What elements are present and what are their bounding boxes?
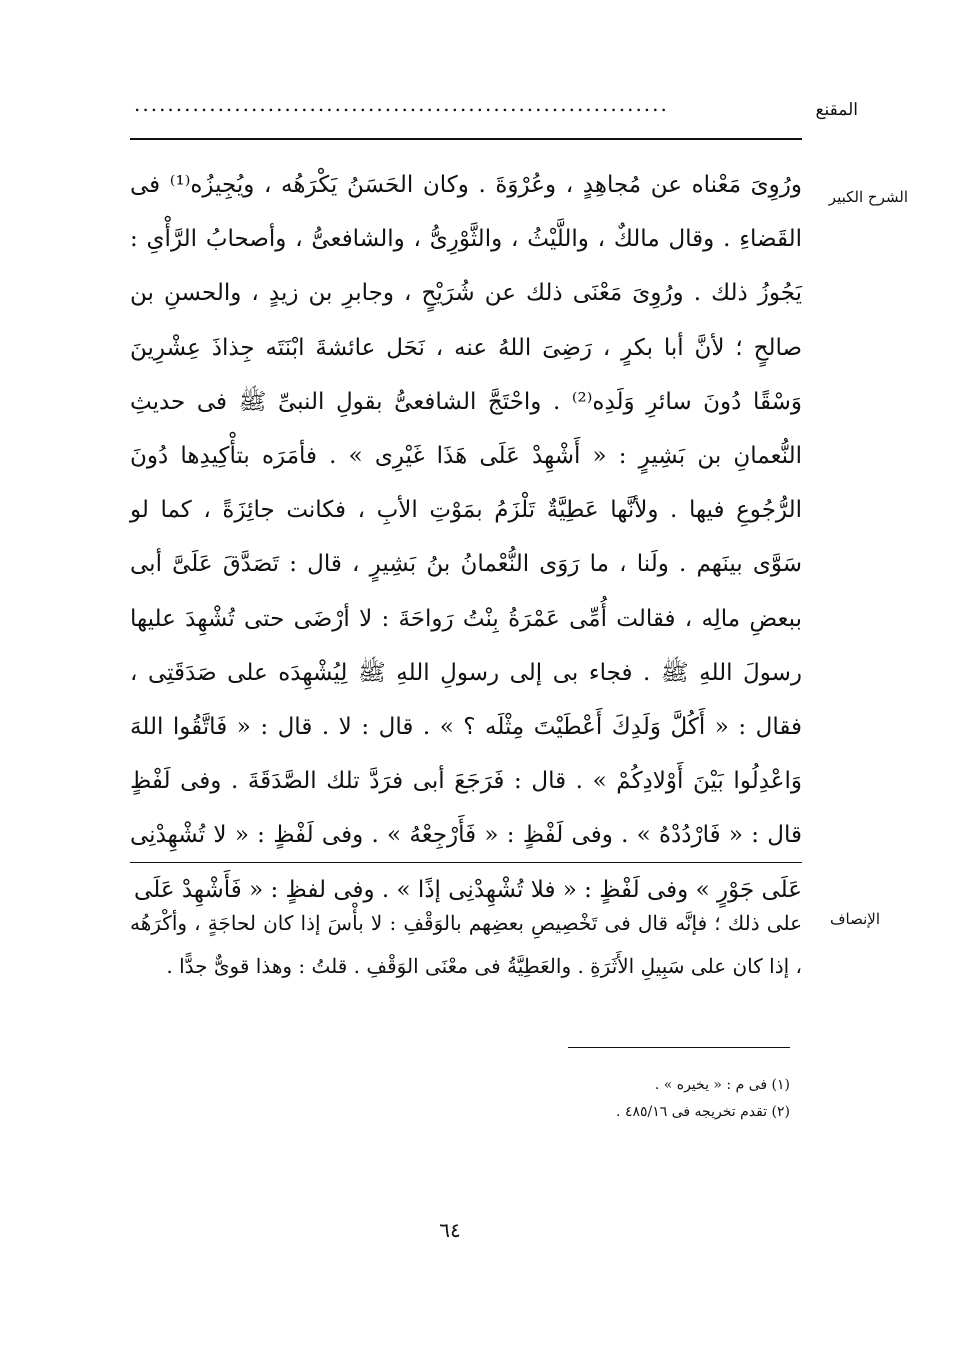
sharh-paragraph: ورُوِىَ مَعْناه عن مُجاهِدٍ ، وعُرْوَةَ . وكان الحَسَنُ يَكْرَهُه ، ويُجِيزُه⁽¹⁾ فى القَضاءِ . وقال مالكٌ ، واللَّيْثُ ، والثَّوْرِىُّ ، والشافعىُّ ، وأصحابُ الرَّأْىِ : يَجُوزُ ذلك . ورُوِىَ مَعْنَى ذلك عن شُرَيْحٍ ، وجابرِ بن زيدٍ ، والحسنِ بن صالحٍ ؛ لأنَّ أبا بكرٍ ، رَضِىَ اللهُ عنه ، نَحَل عائشةَ ابْنَتَه جِذاذَ عِشْرِينَ وَسْقًا دُونَ سائرِ وَلَدِه⁽²⁾ . واحْتَجَّ الشافعىُّ بقولِ النبىِّ ﷺ فى حديثِ النُّعمانِ بن بَشِيرٍ : « أَشْهِدْ عَلَى هَذَا غَيْرِى » . فأمَرَه بتأْكِيدِها دُونَ الرُّجُوعِ فيها . ولأنَّها عَطِيَّةٌ تَلْزَمُ بمَوْتِ الأبِ ، فكانت جائِزَةً ، كما لو سَوَّى بينَهم . ولَنا ، ما رَوَى النُّعْمانُ بنُ بَشِيرٍ ، قال : تَصَدَّقَ عَلَىَّ أبى ببعضِ مالِه ، فقالت أُمِّى عَمْرَةُ بِنْتُ رَواحَةَ : لا أرْضَى حتى تُشْهِدَ عليها رسولَ اللهِ ﷺ . فجاء بى إلى رسولِ اللهِ ﷺ لِيُشْهِدَه على صَدَقَتِى ، فقال : « أَكُلَّ وَلَدِكَ أَعْطَيْتَ مِثْلَه ؟ » . قال : لا . قال : « فَاتَّقُوا اللهَ وَاعْدِلُوا بَيْنَ أَوْلادِكُمْ » . قال : فَرَجَعَ أبى فرَدَّ تلك الصَّدَقَةَ . وفى لَفْظٍ قال : « فَارْدُدْهُ » . وفى لَفْظٍ : « فَأَرْجِعْهُ » . وفى لَفْظٍ : « لا تُشْهِدْنِى عَلَى جَوْرٍ » وفى لَفْظٍ : « فلا تُشْهِدْنِى إذًا » . وفى لفظٍ : « فَأَشْهِدْ عَلَى bbox=[130, 172, 802, 903]
footnote-rule bbox=[568, 1047, 790, 1048]
insaf-body-text bbox=[130, 902, 802, 988]
footnotes bbox=[370, 1072, 790, 1126]
header-dotted-line: ................................................................ bbox=[134, 92, 669, 114]
sharh-body-text bbox=[130, 158, 802, 917]
insaf-paragraph: على ذلك ؛ فإنَّه قال فى تَخْصِيصِ بعضِهم بالوَقْفِ : لا بأْسَ إذا كان لحاجَةٍ ، وأكْرَهُه ، إذا كان على سَبِيلِ الأَثَرَةِ . والعَطِيَّةُ فى معْنَى الوَقْفِ . قلتُ : وهذا قوىٌّ جدًّا . bbox=[130, 911, 802, 978]
page-number: ٦٤ bbox=[439, 1218, 461, 1242]
header-rule bbox=[130, 138, 802, 140]
footnote-2: (٢) تقدم تخريجه فى ٤٨٥/١٦ . bbox=[616, 1104, 790, 1120]
insaf-section-label: الإنصاف bbox=[829, 910, 880, 928]
book-title: المقنع bbox=[815, 100, 858, 120]
section-divider bbox=[130, 862, 802, 863]
footnote-1: (١) فى م : « يخيره » . bbox=[654, 1077, 790, 1093]
sharh-section-label: الشرح الكبير bbox=[828, 188, 908, 206]
